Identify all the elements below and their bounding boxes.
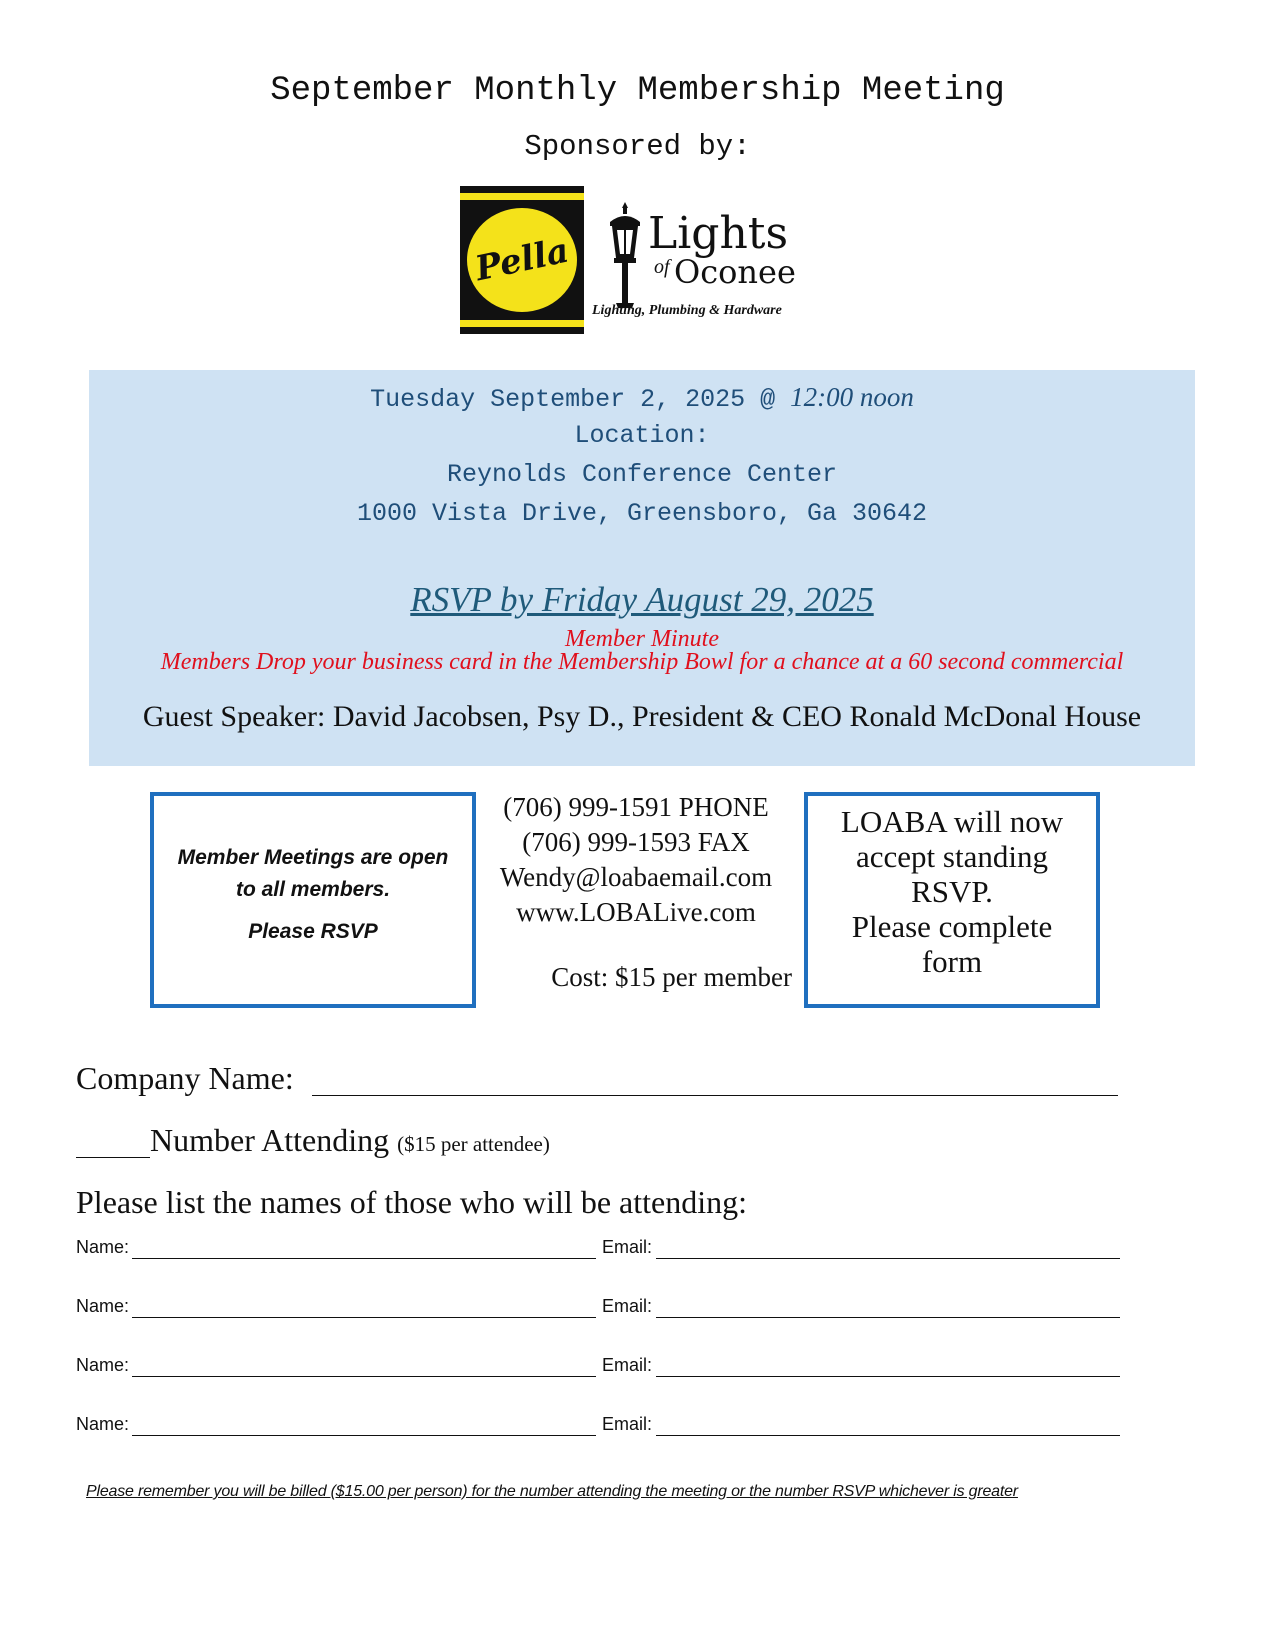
- email-field[interactable]: [656, 1258, 1120, 1259]
- rsvp-deadline: RSVP by Friday August 29, 2025: [410, 580, 874, 619]
- pella-logo-top-band: [460, 193, 584, 200]
- contact-info: [476, 790, 796, 930]
- lights-logo-of: of: [654, 256, 670, 278]
- lights-logo-tagline: Lighting, Plumbing & Hardware: [592, 303, 782, 318]
- name-field[interactable]: [132, 1317, 596, 1318]
- number-attending-field[interactable]: [76, 1157, 150, 1158]
- name-label: Name:: [76, 1296, 130, 1316]
- email-label: Email:: [602, 1355, 653, 1375]
- event-date: Tuesday September 2, 2025 @: [370, 385, 791, 414]
- attendee-row: [76, 1355, 1120, 1377]
- number-attending-text: Number Attending: [150, 1122, 390, 1158]
- number-attending-note: ($15 per attendee): [397, 1132, 550, 1156]
- member-minute-text: Members Drop your business card in the Membership Bowl for a chance at a 60 second commercial: [160, 649, 1124, 675]
- attendee-row: [76, 1414, 1120, 1436]
- contact-email[interactable]: Wendy@loabaemail.com: [499, 862, 773, 892]
- open-meetings-line1: Member Meetings are open: [177, 846, 449, 869]
- guest-speaker: Guest Speaker: David Jacobsen, Psy D., President & CEO Ronald McDonal House: [142, 700, 1142, 733]
- name-label: Name:: [76, 1414, 130, 1434]
- attendee-list-label: Please list the names of those who will be attending:: [76, 1184, 747, 1220]
- email-field[interactable]: [656, 1435, 1120, 1436]
- attendee-row: [76, 1237, 1120, 1259]
- event-venue: Reynolds Conference Center: [446, 460, 838, 489]
- email-label: Email:: [602, 1237, 653, 1257]
- event-address: 1000 Vista Drive, Greensboro, Ga 30642: [356, 499, 928, 528]
- standing-rsvp-line3: RSVP.: [911, 874, 993, 909]
- lights-logo-wordmark: Lights: [648, 208, 789, 259]
- number-attending-label: [150, 1122, 550, 1159]
- lantern-icon: [602, 200, 648, 310]
- cost-text: Cost: $15 per member: [551, 962, 792, 992]
- email-label: Email:: [602, 1296, 653, 1316]
- name-field[interactable]: [132, 1376, 596, 1377]
- contact-website[interactable]: www.LOBALive.com: [516, 897, 756, 927]
- name-field[interactable]: [132, 1258, 596, 1259]
- name-label: Name:: [76, 1237, 130, 1257]
- billing-footnote: Please remember you will be billed ($15.00 per person) for the number attending the meeting or the number RSVP whichever is greater: [86, 1483, 1018, 1500]
- company-name-label: Company Name:: [76, 1060, 294, 1096]
- attendee-row: [76, 1296, 1120, 1318]
- standing-rsvp-box: [804, 792, 1100, 1008]
- please-rsvp-text: Please RSVP: [248, 920, 378, 943]
- event-date-line: [89, 382, 1195, 414]
- pella-logo-bottom-band: [460, 320, 584, 327]
- name-field[interactable]: [132, 1435, 596, 1436]
- email-field[interactable]: [656, 1317, 1120, 1318]
- pella-logo-circle: [467, 208, 577, 312]
- event-time: 12:00 noon: [790, 382, 914, 412]
- open-meetings-box: [150, 792, 476, 1008]
- standing-rsvp-line1: LOABA will now: [840, 804, 1064, 839]
- contact-phone: (706) 999-1591 PHONE: [503, 792, 769, 822]
- sponsored-by-label: Sponsored by:: [524, 130, 751, 163]
- pella-logo: [460, 186, 584, 334]
- email-label: Email:: [602, 1414, 653, 1434]
- name-label: Name:: [76, 1355, 130, 1375]
- email-field[interactable]: [656, 1376, 1120, 1377]
- event-info-panel: [89, 370, 1195, 766]
- company-name-field[interactable]: [312, 1095, 1118, 1096]
- standing-rsvp-line2: accept standing: [856, 839, 1048, 874]
- contact-fax: (706) 999-1593 FAX: [522, 827, 750, 857]
- lights-logo-oconee: Oconee: [674, 253, 796, 291]
- pella-logo-wordmark: Pella: [471, 230, 573, 290]
- member-minute-title: Member Minute: [565, 626, 719, 652]
- standing-rsvp-line5: form: [921, 944, 983, 979]
- page-title: September Monthly Membership Meeting: [270, 72, 1005, 110]
- standing-rsvp-line4: Please complete: [851, 909, 1053, 944]
- location-label: Location:: [574, 421, 710, 450]
- open-meetings-line2: to all members.: [235, 878, 391, 901]
